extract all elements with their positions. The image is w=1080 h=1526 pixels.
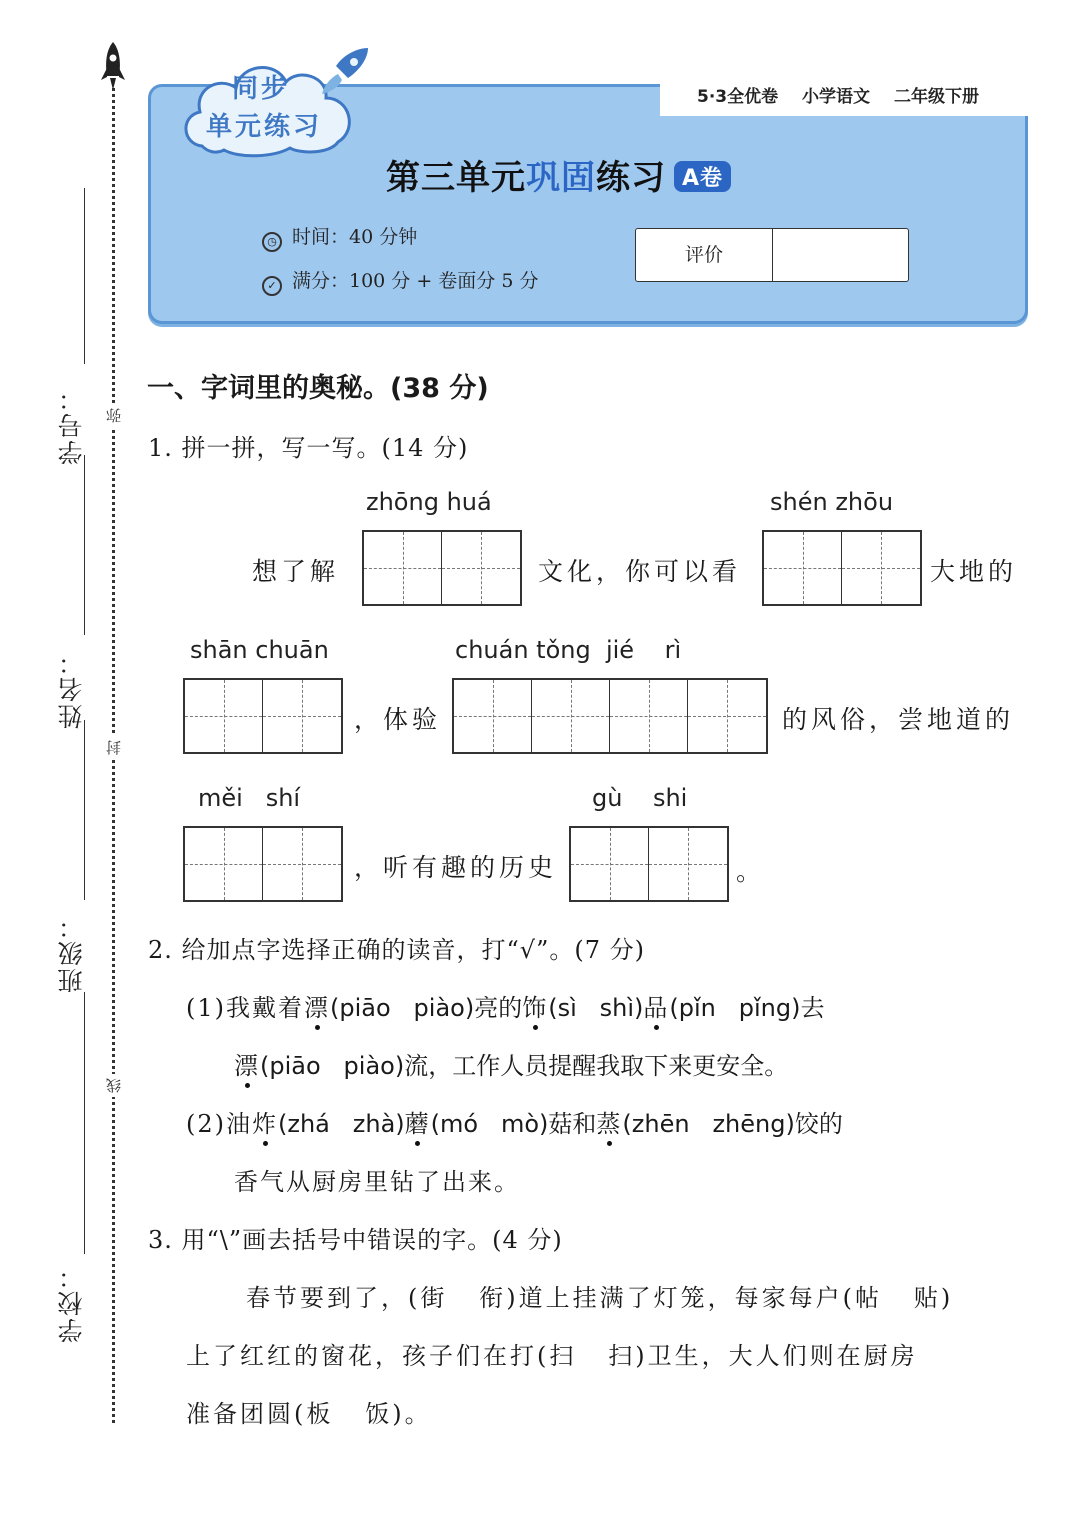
badge-rocket-icon bbox=[318, 44, 374, 98]
q2-i1-options2[interactable]: (sì shì) bbox=[548, 994, 644, 1022]
id-line bbox=[84, 188, 85, 364]
q2-label: 2. 给加点字选择正确的读音，打“√”。(7 分) bbox=[148, 936, 645, 964]
q2-i1-dot4: 漂 bbox=[234, 1052, 260, 1080]
q2-i2-dot2: 蘑 bbox=[404, 1110, 431, 1138]
series-info bbox=[697, 82, 997, 107]
write-grid-shenzhou[interactable] bbox=[762, 530, 922, 606]
q2-i1-dot3: 品 bbox=[643, 994, 670, 1022]
name-line-top bbox=[84, 455, 85, 635]
q2-i1-options1[interactable]: (piāo piào)亮的 bbox=[330, 994, 523, 1022]
q2-i1-a: (1)我戴着 bbox=[186, 994, 304, 1022]
pinyin-gushi: gù shi bbox=[592, 784, 688, 812]
q1-label: 1. 拼一拼，写一写。(14 分) bbox=[148, 434, 469, 462]
title-part1: 第三单元 bbox=[386, 158, 526, 198]
q2-i1-dot1: 漂 bbox=[304, 994, 330, 1022]
q3-paragraph-line1[interactable]: 春节要到了，(街 衔)道上挂满了灯笼，每家每户(帖 贴) bbox=[246, 1284, 954, 1312]
write-grid-chuantongjieri[interactable] bbox=[452, 678, 768, 754]
section-title: 一、字词里的奥秘。(38 分) bbox=[147, 373, 489, 404]
series-name: 5·3全优卷 bbox=[697, 87, 779, 107]
row1-text1: 想了解 bbox=[252, 557, 340, 586]
evaluation-field[interactable] bbox=[773, 229, 908, 281]
pinyin-shenzhou: shén zhōu bbox=[770, 488, 894, 516]
name-label: 姓名： bbox=[57, 648, 86, 729]
q3-label: 3. 用“\”画去括号中错误的字。(4 分) bbox=[148, 1226, 563, 1254]
q2-item1-line1 bbox=[186, 988, 824, 1023]
row1-text3: 大地的 bbox=[930, 557, 1018, 586]
q2-i1-options3[interactable]: (pǐn pǐng)去 bbox=[669, 994, 825, 1022]
clock-icon: ◷ bbox=[262, 232, 282, 252]
grade: 二年级下册 bbox=[893, 87, 979, 107]
pinyin-chuantongjieri: chuán tǒng jié rì bbox=[455, 636, 682, 664]
write-grid-zhonghua[interactable] bbox=[362, 530, 522, 606]
seal-mark-1: 弥 bbox=[103, 404, 124, 427]
score-text: 满分：100 分 + 卷面分 5 分 bbox=[292, 270, 539, 292]
q2-i2-dot3: 蒸 bbox=[596, 1110, 623, 1138]
q2-item2-line2: 香气从厨房里钻了出来。 bbox=[234, 1168, 520, 1196]
q2-i2-options2[interactable]: (mó mò)菇和 bbox=[430, 1110, 597, 1138]
q2-i1-options4[interactable]: (piāo piào)流，工作人员提醒我取下来更安全。 bbox=[260, 1052, 789, 1080]
q2-i1-dot2: 饰 bbox=[522, 994, 549, 1022]
class-label: 班级： bbox=[57, 912, 86, 993]
write-grid-shanchuan[interactable] bbox=[183, 678, 343, 754]
badge-line2: 单元练习 bbox=[206, 112, 323, 142]
row3-text2: 。 bbox=[736, 857, 766, 886]
class-line-top bbox=[84, 720, 85, 900]
student-id-label: 学号： bbox=[57, 384, 86, 465]
school-label: 学校： bbox=[57, 1262, 86, 1343]
write-grid-gushi[interactable] bbox=[569, 826, 729, 902]
row2-text2: 的风俗，尝地道的 bbox=[782, 705, 1015, 734]
q2-i2-options1[interactable]: (zhá zhà) bbox=[278, 1110, 405, 1138]
row3-text1: ，听有趣的历史 bbox=[354, 853, 558, 882]
q3-paragraph-line2[interactable]: 上了红红的窗花，孩子们在打(扫 扫)卫生，大人们则在厨房 bbox=[186, 1342, 918, 1370]
q2-item1-line2 bbox=[234, 1046, 788, 1081]
title-highlight: 巩固 bbox=[526, 158, 596, 198]
pinyin-zhonghua: zhōng huá bbox=[366, 488, 492, 516]
volume-badge: A卷 bbox=[674, 161, 731, 192]
q2-i2-options3[interactable]: (zhēn zhēng)饺的 bbox=[622, 1110, 843, 1138]
evaluation-label: 评价 bbox=[636, 229, 773, 281]
check-circle-icon: ✓ bbox=[262, 276, 282, 296]
write-grid-meishi[interactable] bbox=[183, 826, 343, 902]
seal-mark-3: 线 bbox=[103, 1074, 124, 1097]
school-line-top bbox=[84, 992, 85, 1254]
seal-mark-2: 封 bbox=[103, 736, 124, 759]
q2-i2-a: (2)油 bbox=[186, 1110, 252, 1138]
badge-line1: 同步 bbox=[232, 74, 291, 104]
score-info bbox=[262, 266, 538, 296]
row1-text2: 文化，你可以看 bbox=[538, 557, 742, 586]
time-text: 时间：40 分钟 bbox=[292, 226, 418, 248]
row2-text1: ，体验 bbox=[354, 705, 442, 734]
time-info bbox=[262, 222, 417, 252]
q2-i2-dot1: 炸 bbox=[252, 1110, 278, 1138]
q3-paragraph-line3[interactable]: 准备团圆(板 饭)。 bbox=[186, 1400, 432, 1428]
subject: 小学语文 bbox=[802, 87, 871, 107]
q2-item2-line1 bbox=[186, 1104, 843, 1139]
pinyin-shanchuan: shān chuān bbox=[190, 636, 329, 664]
page-title bbox=[386, 150, 731, 199]
title-part3: 练习 bbox=[596, 158, 666, 198]
rocket-icon bbox=[98, 40, 128, 92]
pinyin-meishi: měi shí bbox=[198, 784, 301, 812]
evaluation-box bbox=[635, 228, 909, 282]
